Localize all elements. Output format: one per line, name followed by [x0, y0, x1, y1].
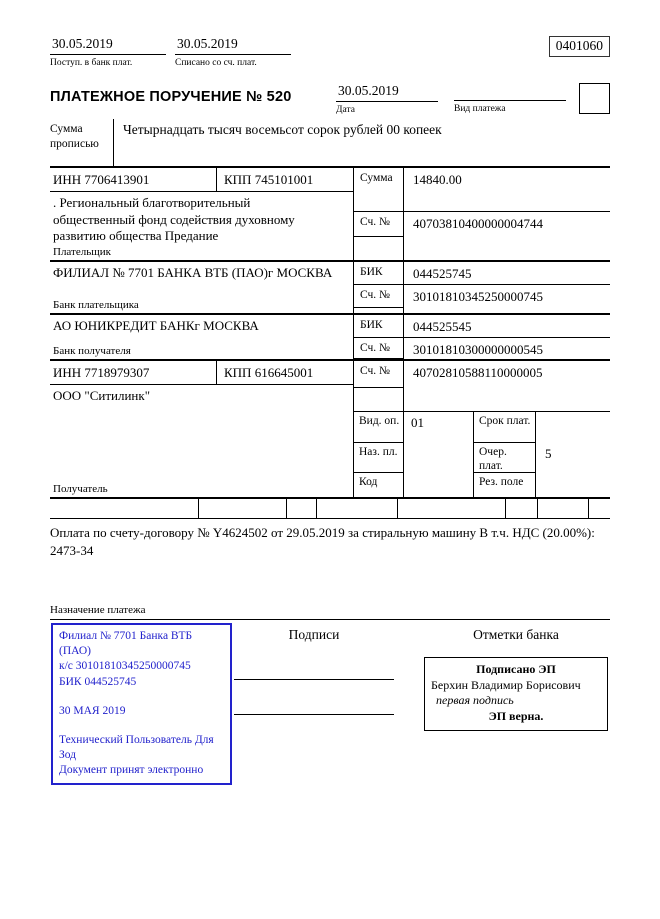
payer-bank-account-row	[354, 285, 610, 313]
payer-bank-account-label: Сч. №	[354, 285, 403, 308]
payer-name: . Региональный благотворительный общественный фонд содействия духовному развитию общества Предание	[53, 195, 295, 244]
payer-bank-bik-label: БИК	[354, 262, 404, 284]
beneficiary-kpp: КПП 616645001	[224, 365, 314, 380]
debited-date-value: 30.05.2019	[175, 36, 291, 55]
payer-right-cell	[354, 168, 610, 260]
amount-in-words-row	[50, 119, 610, 166]
empty-cell	[317, 499, 398, 518]
date-field	[336, 83, 438, 115]
debited-date-field	[175, 36, 291, 68]
tax-fields-row	[50, 499, 610, 519]
blue-stamp-line: БИК 044525745	[59, 675, 137, 688]
signature-line	[234, 714, 394, 715]
top-dates-row	[50, 36, 610, 68]
payment-kind-value	[454, 83, 566, 101]
payer-account-row	[354, 212, 610, 260]
payer-bank-left-cell	[50, 262, 354, 313]
beneficiary-bank-bik-label: БИК	[354, 315, 404, 337]
beneficiary-section	[50, 361, 610, 499]
esign-stamp-title: Подписано ЭП	[476, 662, 556, 676]
blue-stamp-line: 30 МАЯ 2019	[59, 704, 126, 717]
beneficiary-name: ООО "Ситилинк"	[53, 388, 151, 403]
form-code-box: 0401060	[549, 36, 610, 57]
beneficiary-bank-left-cell	[50, 315, 354, 359]
beneficiary-account-value: 40702810588110000005	[413, 365, 543, 380]
op-kind-value: 01	[411, 415, 424, 430]
title-row	[50, 83, 610, 115]
payer-bank-bik-row	[354, 262, 610, 285]
payer-section	[50, 168, 610, 262]
blue-stamp-line: Технический Пользователь Для Зод	[59, 733, 214, 762]
payer-kpp: КПП 745101001	[224, 172, 314, 187]
footer-area	[50, 620, 610, 777]
blue-stamp-line: Документ принят электронно	[59, 764, 204, 777]
status-empty-box	[579, 83, 610, 114]
beneficiary-bank-section	[50, 315, 610, 361]
payment-kind-label: Вид платежа	[454, 104, 506, 114]
beneficiary-bank-account-value: 30101810300000000545	[413, 342, 543, 357]
term-labels-column	[474, 412, 536, 497]
empty-cell	[199, 499, 287, 518]
beneficiary-bank-label: Банк получателя	[53, 345, 131, 357]
payment-purpose-label: Назначение платежа	[50, 604, 146, 616]
date-value: 30.05.2019	[336, 83, 438, 102]
beneficiary-bank-account-row	[354, 338, 610, 359]
amount-in-words-value: Четырнадцать тысяч восемьсот сорок рублей 00 копеек	[113, 119, 610, 166]
beneficiary-bank-name: АО ЮНИКРЕДИТ БАНКг МОСКВА	[53, 318, 259, 333]
beneficiary-account-label: Сч. №	[354, 361, 403, 388]
beneficiary-bank-bik-value: 044525545	[413, 319, 472, 334]
beneficiary-bank-account-label-cell	[354, 338, 404, 359]
pay-term-label: Срок плат.	[474, 412, 535, 443]
esign-stamp-note: первая подпись	[436, 693, 514, 708]
payer-bank-right-cell	[354, 262, 610, 313]
payer-section-label: Плательщик	[53, 246, 111, 258]
payer-account-label: Сч. №	[354, 212, 403, 237]
beneficiary-bank-bik-row	[354, 315, 610, 338]
op-values-column	[404, 412, 474, 497]
term-values-column	[536, 412, 610, 497]
operation-subtable	[354, 411, 610, 497]
beneficiary-bank-account-label: Сч. №	[354, 338, 403, 359]
beneficiary-left-cell	[50, 361, 354, 497]
beneficiary-section-label: Получатель	[53, 483, 108, 495]
beneficiary-account-row	[354, 361, 610, 411]
payer-bank-account-label-cell	[354, 285, 404, 313]
pay-order-label: Очер. плат.	[474, 443, 535, 473]
empty-cell	[589, 499, 610, 518]
reserve-field-label: Рез. поле	[479, 476, 524, 488]
payer-bank-label: Банк плательщика	[53, 299, 139, 311]
beneficiary-bank-right-cell	[354, 315, 610, 359]
code-label: Код	[359, 476, 378, 488]
document-title: ПЛАТЕЖНОЕ ПОРУЧЕНИЕ № 520	[50, 89, 292, 105]
esign-stamp-signer: Берхин Владимир Борисович	[431, 677, 581, 692]
payer-id-row	[50, 168, 353, 192]
amount-in-words-label: Сумма прописью	[50, 123, 99, 150]
empty-cell	[50, 499, 199, 518]
blue-stamp-line: к/с 30101810345250000745	[59, 660, 191, 673]
amount-value: 14840.00	[413, 172, 462, 187]
amount-label: Сумма	[354, 168, 404, 211]
payer-inn: ИНН 7706413901	[50, 168, 217, 191]
beneficiary-account-label-cell	[354, 361, 404, 411]
payer-bank-name: ФИЛИАЛ № 7701 БАНКА ВТБ (ПАО)г МОСКВА	[53, 265, 333, 280]
purpose-code-label: Наз. пл.	[354, 443, 403, 473]
beneficiary-right-cell	[354, 361, 610, 497]
pay-order-value: 5	[545, 446, 552, 461]
beneficiary-id-row	[50, 361, 353, 385]
empty-cell	[287, 499, 317, 518]
beneficiary-inn: ИНН 7718979307	[50, 361, 217, 384]
debited-date-label: Списано со сч. плат.	[175, 58, 257, 68]
payment-kind-field	[454, 83, 566, 114]
received-date-value: 30.05.2019	[50, 36, 166, 55]
signature-line	[234, 679, 394, 680]
empty-cell	[398, 499, 506, 518]
signatures-header: Подписи	[288, 627, 340, 642]
payment-purpose-text: Оплата по счету-договору № Y4624502 от 29.05.2019 за стиральную машину В т.ч. НДС (20.00%): 2473-34	[50, 525, 595, 559]
payer-bank-bik-value: 044525745	[413, 266, 472, 281]
payer-account-value: 40703810400000004744	[413, 216, 543, 231]
op-kind-label: Вид. оп.	[354, 412, 403, 443]
payment-table	[50, 166, 610, 499]
empty-cell	[538, 499, 589, 518]
received-date-field	[50, 36, 166, 68]
date-label: Дата	[336, 105, 355, 115]
payer-left-cell	[50, 168, 354, 260]
bank-blue-stamp	[51, 623, 232, 785]
op-labels-column	[354, 412, 404, 497]
empty-cell	[506, 499, 538, 518]
payer-bank-account-value: 30101810345250000745	[413, 289, 543, 304]
blue-stamp-line: Филиал № 7701 Банка ВТБ (ПАО)	[59, 630, 193, 658]
amount-row	[354, 168, 610, 212]
esign-stamp	[424, 657, 608, 731]
document-content	[50, 36, 610, 777]
esign-stamp-verified: ЭП верна.	[488, 708, 544, 723]
received-date-label: Поступ. в банк плат.	[50, 58, 133, 68]
payer-bank-section	[50, 262, 610, 315]
payer-account-label-cell	[354, 212, 404, 260]
bank-marks-header: Отметки банка	[473, 627, 559, 642]
